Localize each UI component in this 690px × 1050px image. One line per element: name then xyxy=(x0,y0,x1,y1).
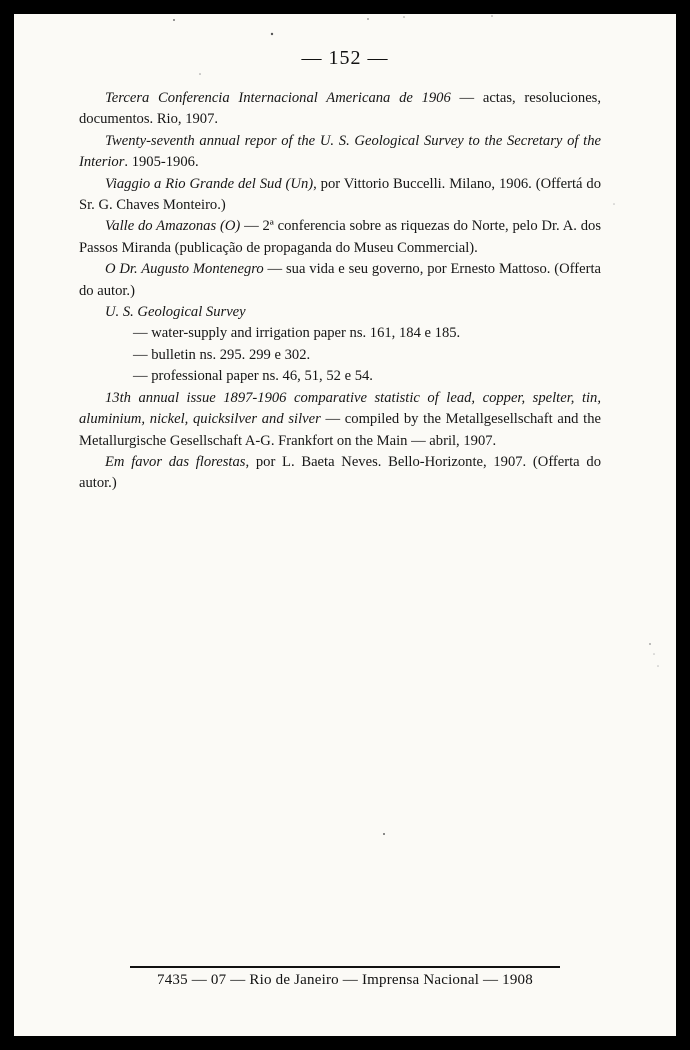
entry-details: — actas, resoluciones, documentos. Rio, 1907. xyxy=(79,90,601,128)
bibliography-entry xyxy=(79,259,601,302)
page-number: — 152 — xyxy=(301,47,389,69)
bibliography-entry xyxy=(79,88,601,131)
printer-imprint: 7435 — 07 — Rio de Janeiro — Imprensa Nacional — 1908 xyxy=(157,972,533,988)
footer-rule xyxy=(130,966,560,968)
entry-title: 13th annual issue 1897-1906 comparative statistic of lead, copper, spelter, tin, aluminium, nickel, quicksilver and silver xyxy=(79,389,601,428)
bibliography-entry xyxy=(79,131,601,174)
document-page xyxy=(14,14,676,1036)
bibliography-list xyxy=(79,88,601,495)
entry-details: — sua vida e seu governo, por Ernesto Mattoso. (Offerta do autor.) xyxy=(79,261,601,299)
bibliography-entry xyxy=(79,216,601,259)
entry-title: Twenty-seventh annual repor of the U. S. Geological Survey to the Secretary of the Interior xyxy=(79,132,601,171)
entry-title: O Dr. Augusto Montenegro xyxy=(105,261,264,278)
entry-details: — compiled by the Metallgesellschaft and the Metallurgische Gesellschaft A-G. Frankfort on the Main — abril, 1907. xyxy=(79,411,602,449)
bibliography-entry xyxy=(79,452,601,495)
entry-title: U. S. Geological Survey xyxy=(105,304,246,321)
entry-details: — 2ª conferencia sobre as riquezas do Norte, pelo Dr. A. dos Passos Miranda (publicação de propaganda do Museu Commercial). xyxy=(79,218,601,256)
entry-title: Viaggio a Rio Grande del Sud (Un) xyxy=(105,175,314,192)
survey-sub-item: — professional paper ns. 46, 51, 52 e 54. xyxy=(133,368,373,385)
entry-details: , por L. Baeta Neves. Bello-Horizonte, 1907. (Offerta do autor.) xyxy=(79,453,601,492)
entry-details: . 1905-1906. xyxy=(124,154,199,171)
bibliography-entry-heading xyxy=(79,302,601,323)
survey-sub-item: — bulletin ns. 295. 299 e 302. xyxy=(133,346,311,363)
bibliography-entry xyxy=(79,388,601,452)
bibliography-entry xyxy=(79,174,601,217)
survey-sub-item: — water-supply and irrigation paper ns. 161, 184 e 185. xyxy=(133,325,461,342)
entry-title: Tercera Conferencia Internacional Americana de 1906 xyxy=(105,90,451,106)
entry-title: Em favor das florestas xyxy=(105,453,246,470)
entry-title: Valle do Amazonas (O) xyxy=(105,218,241,235)
entry-details: , por Vittorio Buccelli. Milano, 1906. (Offertá do Sr. G. Chaves Monteiro.) xyxy=(79,175,601,214)
